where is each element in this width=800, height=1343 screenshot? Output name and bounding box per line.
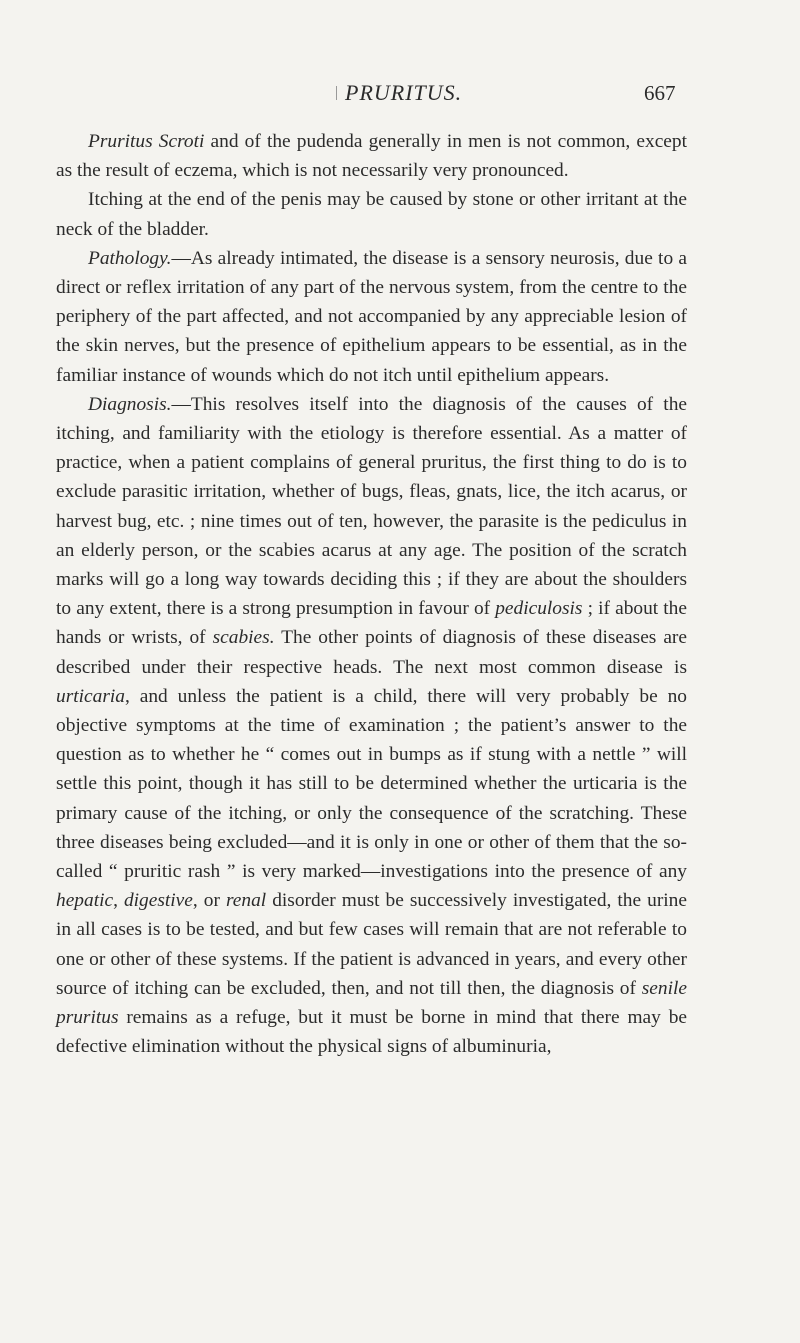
paragraph-text: remains as a refuge, but it must be borne in mind that there may be defective elimination without the physical signs of albuminuria, <box>56 1007 687 1058</box>
paragraph-pathology <box>56 244 687 390</box>
italic-term: hepatic <box>56 890 114 912</box>
paragraph-text: , <box>113 890 124 912</box>
paragraph-text: —As already intimated, the disease is a sensory neurosis, due to a direct or reflex irritation of any part of the nervous system, from the centre to the periphery of the part affected, and not accompanied by any appreciable lesion of the skin nerves, but the presence of epithelium appears to be essential, as in the familiar instance of wounds which do not itch until epithelium appears. <box>56 247 687 386</box>
margin-mark <box>336 86 337 100</box>
paragraph-itching-penis <box>56 185 687 243</box>
body-text <box>56 127 687 1062</box>
paragraph-text: and of the pudenda generally in men is not common, except as the result of eczema, which is not necessarily very pronounced. <box>56 131 687 182</box>
paragraph-text: Itching at the end of the penis may be caused by stone or other irritant at the neck of the bladder. <box>56 189 687 240</box>
paragraph-pruritus-scroti <box>56 127 687 185</box>
running-title: PRURITUS. <box>345 80 463 105</box>
paragraph-text: , and unless the patient is a child, there will very probably be no objective symptoms at the time of examination ; the patient’s answer to the question as to whether he “ comes out in bumps as if stung with a nettle ” will settle this point, though it has still to be determined whether the urticaria is the primary cause of the itching, or only the consequence of the scratching. These three diseases being excluded—and it is only in one or other of them that the so-called “ pruritic rash ” is very marked—investigations into the presence of any <box>56 685 687 883</box>
italic-term: senile pruritus <box>56 977 687 1029</box>
paragraph-text: The other points of diagnosis of these diseases are described under their respective heads. The next most common disease is <box>56 627 687 678</box>
italic-term: digestive <box>123 890 193 912</box>
paragraph-text: —This resolves itself into the diagnosis of the causes of the itching, and familiarity with the etiology is therefore essential. As a matter of practice, when a patient complains of general pruritus, the first thing to do is to exclude parasitic irritation, whether of bugs, fleas, gnats, lice, the itch acarus, or harvest bug, etc. ; nine times out of ten, however, the parasite is the pediculus in an elderly person, or the scabies acarus at any age. The position of the scratch marks will go a long way towards deciding this ; if they are about the shoulders to any extent, there is a strong presumption in favour of <box>56 393 687 620</box>
page-number: 667 <box>644 81 676 105</box>
section-heading-diagnosis: Diagnosis. <box>88 393 172 415</box>
paragraph-diagnosis <box>56 390 687 1062</box>
italic-term: urticaria <box>56 685 125 707</box>
paragraph-text: ; if about the hands or wrists, of <box>56 598 687 649</box>
italic-term: renal <box>225 890 267 912</box>
italic-term: scabies. <box>212 627 275 649</box>
section-heading-pathology: Pathology. <box>88 247 172 269</box>
paragraph-text: , or <box>192 890 226 912</box>
italic-term: pediculosis <box>495 598 583 620</box>
paragraph-text: disorder must be successively investigated, the urine in all cases is to be tested, and but few cases will remain that are not referable to one or other of these systems. If the patient is advanced in years, and every other source of itching can be excluded, then, and not till then, the diagnosis of <box>56 890 687 999</box>
page-header <box>0 80 800 114</box>
paragraph-lead: Pruritus Scroti <box>88 131 205 152</box>
